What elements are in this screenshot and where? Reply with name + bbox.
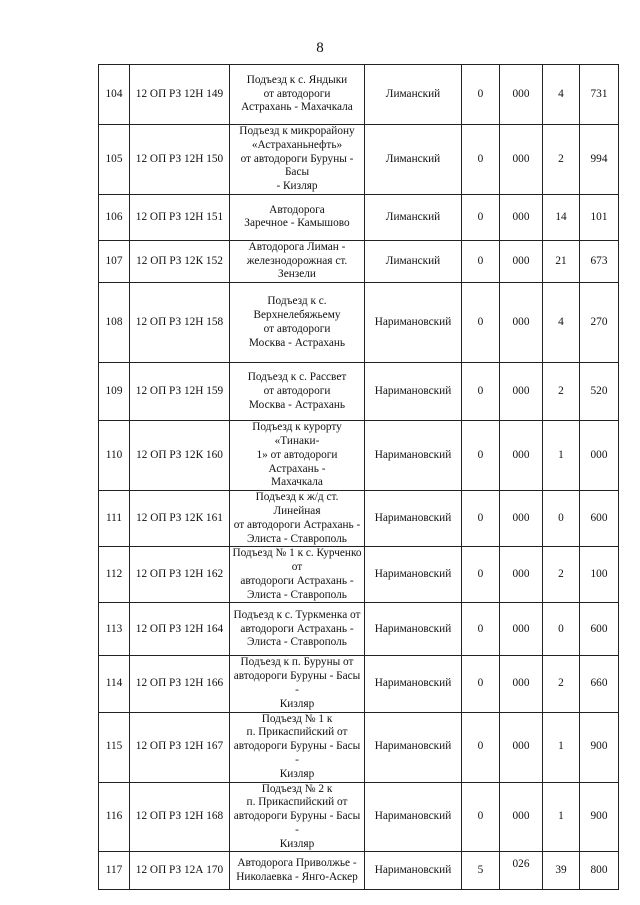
road-name-line: Подъезд к с. <box>267 295 327 308</box>
district-cell: Наримановский <box>365 782 462 852</box>
road-name-line: автодороги Буруны - Басы - <box>233 810 361 836</box>
road-code-cell: 12 ОП РЗ 12Н 162 <box>130 547 230 603</box>
road-name-line: от автодороги <box>263 322 331 335</box>
road-name-line: Автодорога <box>269 203 325 216</box>
value-c-cell: 2 <box>543 656 580 712</box>
value-a-cell: 0 <box>462 782 500 852</box>
road-name-line: от автодороги Астрахань - <box>233 518 361 531</box>
road-name-line: Верхнелебяжьему <box>253 308 341 321</box>
district-cell: Лиманский <box>365 194 462 240</box>
road-name-line: Подъезд к с. Рассвет <box>247 371 347 384</box>
road-name-line: Подъезд к курорту «Тинаки- <box>252 421 342 448</box>
road-name-cell <box>230 491 365 547</box>
value-b-cell: 000 <box>500 656 543 712</box>
value-c-cell: 1 <box>543 421 580 491</box>
row-number-cell: 110 <box>99 421 130 491</box>
value-a-cell: 0 <box>462 283 500 363</box>
road-name-line: Москва - Астрахань <box>248 398 346 411</box>
table-row <box>99 363 619 421</box>
road-name-line: п. Прикаспийский от <box>246 726 348 739</box>
road-name-line: - Кизляр <box>276 180 318 193</box>
table-row <box>99 656 619 712</box>
value-b-cell: 000 <box>500 782 543 852</box>
road-name-cell <box>230 656 365 712</box>
row-number-cell: 106 <box>99 194 130 240</box>
road-name-line: Подъезд № 1 к с. Курченко от <box>232 547 362 574</box>
value-d-cell: 270 <box>580 283 619 363</box>
value-a-cell: 0 <box>462 194 500 240</box>
road-code-cell: 12 ОП РЗ 12К 152 <box>130 240 230 282</box>
value-b-cell: 000 <box>500 194 543 240</box>
value-b-cell: 000 <box>500 240 543 282</box>
road-name-line: Махачкала <box>271 476 323 489</box>
road-name-line: Подъезд к с. Яндыки <box>246 73 348 86</box>
value-a-cell: 0 <box>462 240 500 282</box>
value-b-cell <box>500 852 543 890</box>
value-a-cell: 0 <box>462 421 500 491</box>
road-name-cell <box>230 194 365 240</box>
road-name-cell <box>230 547 365 603</box>
value-b-cell: 000 <box>500 125 543 195</box>
table-row <box>99 547 619 603</box>
page-number: 8 <box>316 40 324 56</box>
road-name-line: Кизляр <box>279 697 315 710</box>
row-number-cell: 117 <box>99 852 130 890</box>
table-row <box>99 491 619 547</box>
road-name-cell <box>230 603 365 656</box>
district-cell: Лиманский <box>365 240 462 282</box>
roads-table-body <box>99 65 619 890</box>
value-c-cell: 39 <box>543 852 580 890</box>
road-name-line: железнодорожная ст. Зензели <box>246 254 348 281</box>
road-name-line: п. Прикаспийский от <box>246 796 348 809</box>
value-a-cell: 0 <box>462 363 500 421</box>
road-code-cell: 12 ОП РЗ 12Н 167 <box>130 712 230 782</box>
value-d-cell: 660 <box>580 656 619 712</box>
value-d-cell: 100 <box>580 547 619 603</box>
table-row <box>99 782 619 852</box>
value-d-cell: 673 <box>580 240 619 282</box>
value-b-cell: 000 <box>500 491 543 547</box>
row-number-cell: 104 <box>99 65 130 125</box>
road-name-line: Элиста - Ставрополь <box>247 636 347 649</box>
road-name-line: от автодороги <box>263 87 331 100</box>
value-a-cell: 5 <box>462 852 500 890</box>
value-a-cell: 0 <box>462 656 500 712</box>
road-name-line: автодороги Буруны - Басы - <box>233 740 361 766</box>
value-d-cell: 900 <box>580 712 619 782</box>
road-name-cell <box>230 421 365 491</box>
district-cell: Лиманский <box>365 65 462 125</box>
road-name-cell <box>230 852 365 890</box>
table-row <box>99 240 619 282</box>
value-d-cell: 900 <box>580 782 619 852</box>
road-name-line: автодороги Астрахань - <box>240 622 354 635</box>
value-c-cell: 14 <box>543 194 580 240</box>
table-row <box>99 712 619 782</box>
value-a-cell: 0 <box>462 125 500 195</box>
road-name-line: Элиста - Ставрополь <box>247 532 347 545</box>
road-name-line: «Астраханьнефть» <box>251 138 343 151</box>
value-b-cell: 000 <box>500 712 543 782</box>
road-code-cell: 12 ОП РЗ 12Н 158 <box>130 283 230 363</box>
table-row <box>99 421 619 491</box>
row-number-cell: 111 <box>99 491 130 547</box>
road-name-line: Кизляр <box>279 837 315 850</box>
value-a-cell: 0 <box>462 547 500 603</box>
value-c-cell: 2 <box>543 547 580 603</box>
road-name-line: 1» от автодороги Астрахань - <box>256 448 338 475</box>
district-cell: Наримановский <box>365 421 462 491</box>
value-a-cell: 0 <box>462 712 500 782</box>
road-code-cell: 12 ОП РЗ 12Н 149 <box>130 65 230 125</box>
value-d-cell: 600 <box>580 603 619 656</box>
row-number-cell: 105 <box>99 125 130 195</box>
road-code-cell: 12 ОП РЗ 12Н 151 <box>130 194 230 240</box>
road-code-cell: 12 ОП РЗ 12Н 150 <box>130 125 230 195</box>
district-cell: Наримановский <box>365 852 462 890</box>
road-code-cell: 12 ОП РЗ 12Н 166 <box>130 656 230 712</box>
row-number-cell: 116 <box>99 782 130 852</box>
value-b-text: 026 <box>512 858 530 871</box>
value-b-cell: 000 <box>500 283 543 363</box>
value-c-cell: 0 <box>543 603 580 656</box>
value-d-cell: 800 <box>580 852 619 890</box>
road-name-line: Астрахань - Махачкала <box>241 101 353 114</box>
value-b-cell: 000 <box>500 65 543 125</box>
value-b-cell: 000 <box>500 421 543 491</box>
value-c-cell: 4 <box>543 65 580 125</box>
row-number-cell: 113 <box>99 603 130 656</box>
value-d-cell: 101 <box>580 194 619 240</box>
road-name-cell <box>230 65 365 125</box>
road-name-cell <box>230 782 365 852</box>
row-number-cell: 108 <box>99 283 130 363</box>
table-row <box>99 852 619 890</box>
road-name-line: Николаевка - Янго-Аскер <box>236 870 358 883</box>
value-b-cell: 000 <box>500 363 543 421</box>
value-c-cell: 0 <box>543 491 580 547</box>
road-code-cell: 12 ОП РЗ 12Н 168 <box>130 782 230 852</box>
value-d-cell: 520 <box>580 363 619 421</box>
district-cell: Наримановский <box>365 363 462 421</box>
table-row <box>99 194 619 240</box>
value-d-cell: 731 <box>580 65 619 125</box>
road-name-line: Подъезд к с. Туркменка от <box>233 608 361 621</box>
value-c-cell: 1 <box>543 712 580 782</box>
road-name-line: Элиста - Ставрополь <box>247 588 347 601</box>
road-name-line: Подъезд к п. Буруны от <box>240 656 354 669</box>
value-d-cell: 000 <box>580 421 619 491</box>
road-name-cell <box>230 363 365 421</box>
district-cell: Наримановский <box>365 283 462 363</box>
road-name-line: Подъезд к микрорайону <box>239 125 355 137</box>
value-c-cell: 21 <box>543 240 580 282</box>
value-c-cell: 1 <box>543 782 580 852</box>
district-cell: Наримановский <box>365 712 462 782</box>
road-name-line: Кизляр <box>279 767 315 780</box>
road-name-cell <box>230 125 365 195</box>
road-code-cell: 12 ОП РЗ 12К 160 <box>130 421 230 491</box>
roads-table <box>98 64 619 890</box>
value-a-cell: 0 <box>462 65 500 125</box>
road-name-line: автодороги Астрахань - <box>240 574 354 587</box>
road-name-line: Заречное - Камышово <box>244 217 350 230</box>
row-number-cell: 112 <box>99 547 130 603</box>
district-cell: Наримановский <box>365 547 462 603</box>
table-row <box>99 283 619 363</box>
value-d-cell: 600 <box>580 491 619 547</box>
road-name-line: от автодороги Буруны - Басы <box>240 152 354 179</box>
value-a-cell: 0 <box>462 491 500 547</box>
value-b-cell: 000 <box>500 603 543 656</box>
road-name-line: Подъезд № 1 к <box>261 712 333 725</box>
table-row <box>99 125 619 195</box>
road-code-cell: 12 ОП РЗ 12К 161 <box>130 491 230 547</box>
value-c-cell: 2 <box>543 363 580 421</box>
road-code-cell: 12 ОП РЗ 12Н 159 <box>130 363 230 421</box>
value-a-cell: 0 <box>462 603 500 656</box>
table-row <box>99 603 619 656</box>
row-number-cell: 107 <box>99 240 130 282</box>
road-name-line: автодороги Буруны - Басы - <box>233 670 361 696</box>
table-row <box>99 65 619 125</box>
value-d-cell: 994 <box>580 125 619 195</box>
row-number-cell: 115 <box>99 712 130 782</box>
value-b-cell: 000 <box>500 547 543 603</box>
road-name-line: Подъезд к ж/д ст. Линейная <box>255 491 339 517</box>
road-name-cell <box>230 240 365 282</box>
district-cell: Наримановский <box>365 656 462 712</box>
road-name-line: Автодорога Лиман - <box>248 240 346 253</box>
district-cell: Лиманский <box>365 125 462 195</box>
row-number-cell: 114 <box>99 656 130 712</box>
road-name-line: Москва - Астрахань <box>248 336 346 349</box>
road-name-line: от автодороги <box>263 384 331 397</box>
value-c-cell: 2 <box>543 125 580 195</box>
road-code-cell: 12 ОП РЗ 12А 170 <box>130 852 230 890</box>
district-cell: Наримановский <box>365 491 462 547</box>
road-code-cell: 12 ОП РЗ 12Н 164 <box>130 603 230 656</box>
value-c-cell: 4 <box>543 283 580 363</box>
row-number-cell: 109 <box>99 363 130 421</box>
road-name-line: Автодорога Приволжье - <box>237 857 357 870</box>
road-name-line: Подъезд № 2 к <box>261 782 333 795</box>
road-name-cell <box>230 283 365 363</box>
district-cell: Наримановский <box>365 603 462 656</box>
road-name-cell <box>230 712 365 782</box>
